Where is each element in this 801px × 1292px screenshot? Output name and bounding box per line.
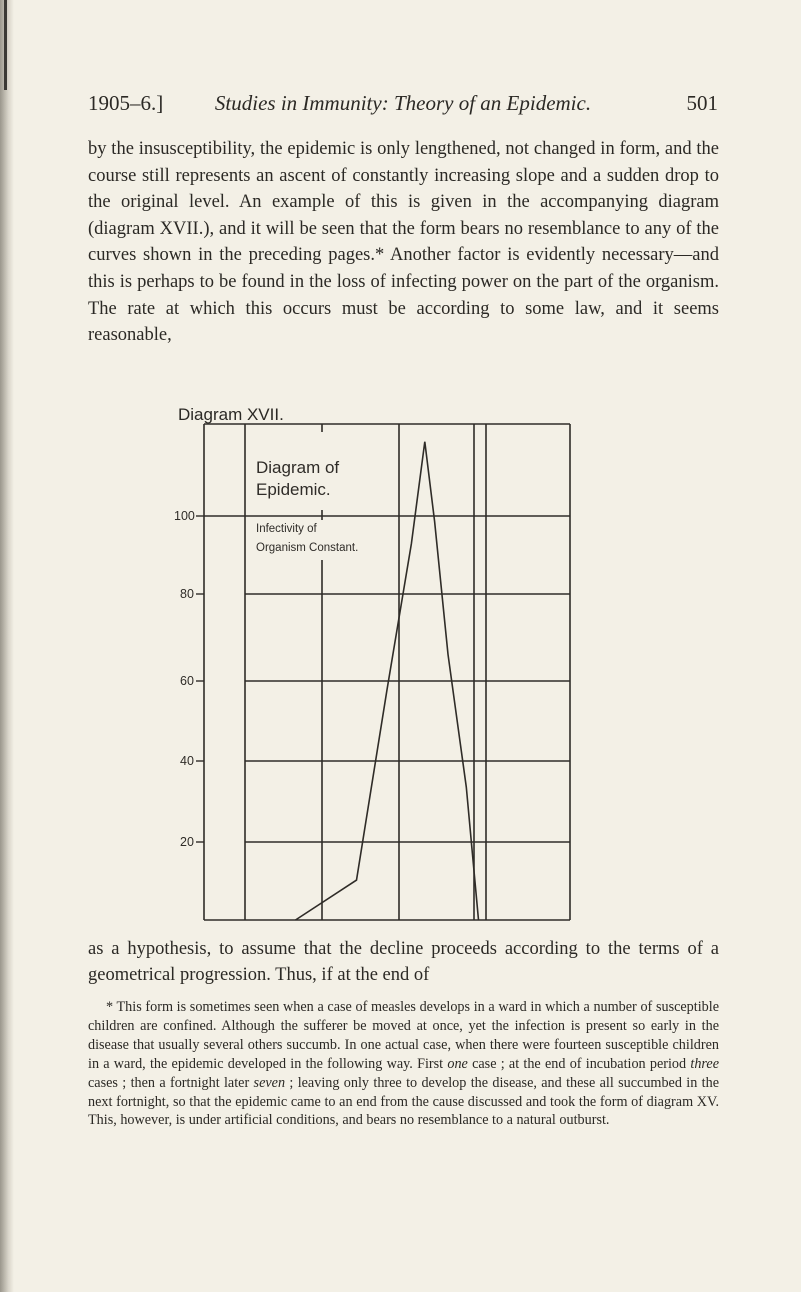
footnote-text-4: ; leaving only three to develop the disease, and these all succumbed in the next fortnight, so that the epidemic came to an end from the cause discussed and took the form of diagram XV. This, however, is under artificial conditions, and bears no resemblance to a natural outburst. bbox=[88, 1074, 719, 1129]
page-number: 501 bbox=[686, 91, 718, 115]
diagram-title-line-1: Diagram of bbox=[256, 458, 340, 477]
body-paragraph: by the insusceptibility, the epidemic is only lengthened, not changed in form, and the course still represents an ascent of constantly increasing slope and a sudden drop to the original level. An example of this is given in the accompanying diagram (diagram XVII.), and it will be seen that the form bears no resemblance to any of the curves shown in the preceding pages.* Another factor is evidently necessary—and this is perhaps to be found in the loss of infecting power on the part of the organism. The rate at which this occurs must be according to some law, and it seems reasonable, bbox=[88, 139, 719, 346]
epidemic-diagram bbox=[170, 420, 590, 932]
page-edge-mark bbox=[4, 0, 7, 90]
footnote-text-1: This form is sometimes seen when a case of measles develops in a ward in which a number of susceptible children are confined. Although the sufferer be moved at once, yet the infection is present so early in the disease that usually several others succumb. In one actual case, when there were fourteen susceptible children in a ward, the epidemic developed in the following way. First bbox=[88, 999, 719, 1072]
diagram-subtitle-line-2: Organism Constant. bbox=[256, 542, 359, 554]
footnote bbox=[88, 998, 719, 1130]
footnote-emphasis-one: one bbox=[447, 1055, 468, 1072]
running-head-year: 1905–6.] bbox=[88, 91, 164, 115]
diagram-label: Diagram XVII. bbox=[178, 405, 284, 424]
page-edge bbox=[0, 0, 14, 1292]
diagram-title-line-2: Epidemic. bbox=[256, 480, 331, 499]
footnote-emphasis-seven: seven bbox=[253, 1074, 286, 1091]
continuation-paragraph: as a hypothesis, to assume that the decline proceeds according to the terms of a geometrical progression. Thus, if at the end of bbox=[88, 939, 719, 985]
running-head bbox=[88, 88, 718, 118]
tick-label-100: 100 bbox=[174, 509, 195, 523]
footnote-text-3: cases ; then a fortnight later bbox=[88, 1074, 254, 1091]
tick-label-80: 80 bbox=[180, 587, 194, 601]
tick-label-60: 60 bbox=[180, 674, 194, 688]
running-head-title: Studies in Immunity: Theory of an Epidemic. bbox=[214, 91, 592, 115]
tick-label-40: 40 bbox=[180, 754, 194, 768]
tick-label-20: 20 bbox=[180, 835, 194, 849]
diagram-subtitle-line-1: Infectivity of bbox=[256, 523, 317, 535]
footnote-marker: * bbox=[106, 999, 114, 1015]
footnote-text-2: case ; at the end of incubation period bbox=[467, 1055, 691, 1072]
footnote-emphasis-three: three bbox=[690, 1055, 719, 1072]
